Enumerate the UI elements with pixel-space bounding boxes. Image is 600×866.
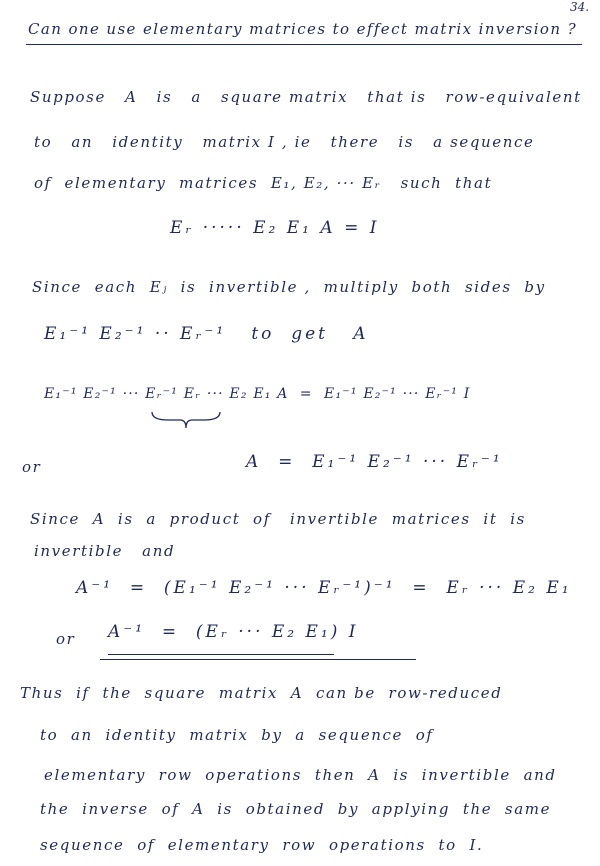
line-inverse-obtained: the inverse of A is obtained by applying the same	[40, 800, 552, 818]
line-identity-matrix: to an identity matrix I , ie there is a sequence	[34, 133, 535, 151]
equation-multiplied-both-sides: E₁⁻¹ E₂⁻¹ ··· Eᵣ⁻¹ Eᵣ ··· E₂ E₁ A = E₁⁻¹ E₂⁻¹ ··· Eᵣ⁻¹ I	[44, 386, 471, 402]
equation-a-equals-inverses: A = E₁⁻¹ E₂⁻¹ ··· Eᵣ⁻¹	[246, 452, 503, 472]
line-inverses-to-get-a: E₁⁻¹ E₂⁻¹ ·· Eᵣ⁻¹ to get A	[44, 324, 369, 344]
line-since-product: Since A is a product of invertible matrices it is	[30, 510, 526, 528]
line-thus: Thus if the square matrix A can be row-reduced	[20, 684, 503, 702]
title-underline	[26, 44, 582, 45]
page-number: 34.	[570, 0, 590, 14]
line-sequence-to-i: sequence of elementary row operations to I.	[40, 836, 484, 854]
line-elementary-row-operations: elementary row operations then A is invertible and	[44, 766, 557, 784]
result-underline-1	[108, 654, 334, 655]
equation-a-inverse: A⁻¹ = (E₁⁻¹ E₂⁻¹ ··· Eᵣ⁻¹)⁻¹ = Eᵣ ··· E₂ E₁	[76, 578, 572, 598]
line-since-invertible: Since each Eⱼ is invertible , multiply both sides by	[32, 278, 546, 296]
result-underline-2	[100, 659, 416, 660]
equation-a-inverse-boxed: A⁻¹ = (Eᵣ ··· E₂ E₁) I	[108, 622, 359, 642]
page-title: Can one use elementary matrices to effect matrix inversion ?	[28, 20, 578, 38]
equation-product-equals-identity: Eᵣ ····· E₂ E₁ A = I	[170, 218, 380, 238]
underbrace-icon	[150, 410, 222, 430]
line-invertible-and: invertible and	[34, 542, 176, 560]
line-suppose: Suppose A is a square matrix that is row-equivalent	[30, 88, 582, 106]
line-or-1: or	[22, 458, 42, 476]
line-to-identity: to an identity matrix by a sequence of	[40, 726, 434, 744]
line-elementary-matrices: of elementary matrices E₁, E₂, ··· Eᵣ such that	[34, 174, 493, 192]
line-or-2: or	[56, 630, 76, 648]
